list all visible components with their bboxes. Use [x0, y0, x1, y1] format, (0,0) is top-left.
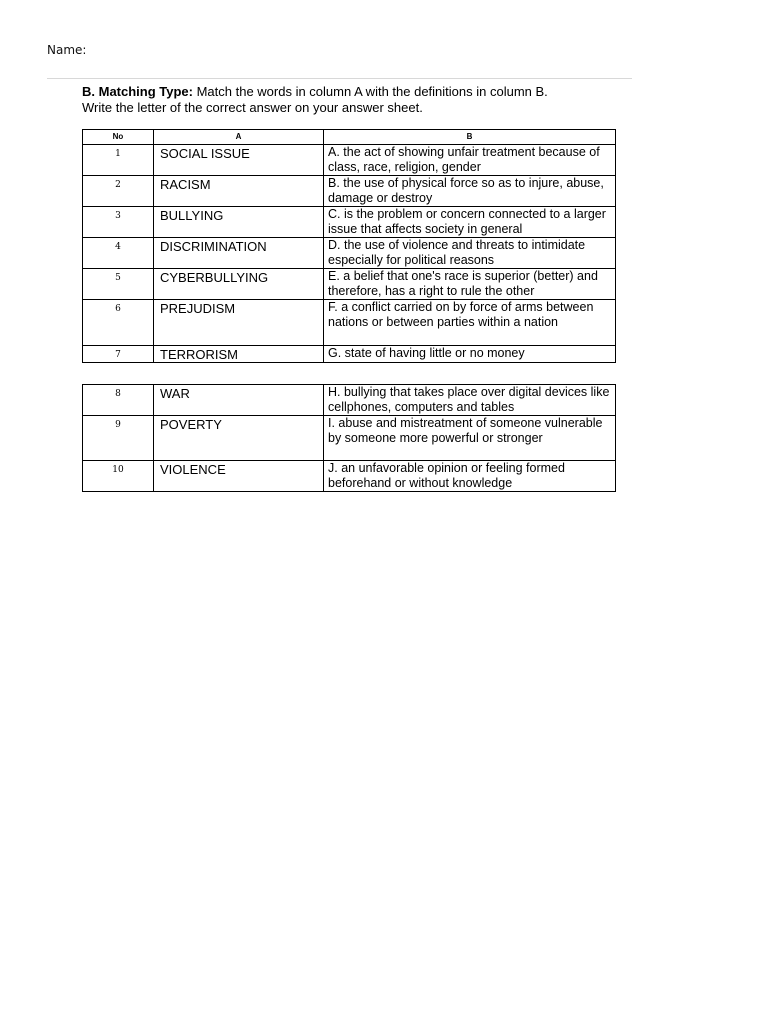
name-label: Name: — [47, 43, 87, 57]
term-cell: DISCRIMINATION — [154, 238, 324, 269]
matching-table-2 — [82, 384, 616, 492]
item-number: 9 — [83, 416, 154, 461]
item-number: 7 — [83, 346, 154, 363]
table-row — [83, 461, 616, 492]
term-cell: WAR — [154, 385, 324, 416]
section-label: B. Matching Type: — [82, 84, 193, 99]
table-row — [83, 176, 616, 207]
item-number: 6 — [83, 300, 154, 346]
column-header-b: B — [324, 130, 616, 145]
table-row — [83, 145, 616, 176]
column-header-a: A — [154, 130, 324, 145]
term-cell: VIOLENCE — [154, 461, 324, 492]
definition-cell: H. bullying that takes place over digital devices like cellphones, computers and tables — [324, 385, 616, 416]
item-number: 5 — [83, 269, 154, 300]
instructions — [82, 84, 622, 116]
header-divider — [47, 78, 632, 79]
table-row — [83, 346, 616, 363]
instructions-line1: Match the words in column A with the definitions in column B. — [192, 84, 548, 99]
item-number: 8 — [83, 385, 154, 416]
definition-cell: A. the act of showing unfair treatment because of class, race, religion, gender — [324, 145, 616, 176]
item-number: 4 — [83, 238, 154, 269]
term-cell: PREJUDISM — [154, 300, 324, 346]
table-row — [83, 238, 616, 269]
item-number: 10 — [83, 461, 154, 492]
table-header-row — [83, 130, 616, 145]
term-cell: BULLYING — [154, 207, 324, 238]
term-cell: RACISM — [154, 176, 324, 207]
item-number: 2 — [83, 176, 154, 207]
definition-cell: F. a conflict carried on by force of arms between nations or between parties within a nation — [324, 300, 616, 346]
column-header-no: No — [83, 130, 154, 145]
definition-cell: E. a belief that one's race is superior (better) and therefore, has a right to rule the other — [324, 269, 616, 300]
definition-cell: J. an unfavorable opinion or feeling formed beforehand or without knowledge — [324, 461, 616, 492]
item-number: 3 — [83, 207, 154, 238]
definition-cell: D. the use of violence and threats to intimidate especially for political reasons — [324, 238, 616, 269]
table-row — [83, 416, 616, 461]
item-number: 1 — [83, 145, 154, 176]
definition-cell: I. abuse and mistreatment of someone vulnerable by someone more powerful or stronger — [324, 416, 616, 461]
table-row — [83, 269, 616, 300]
table-row — [83, 385, 616, 416]
term-cell: CYBERBULLYING — [154, 269, 324, 300]
term-cell: TERRORISM — [154, 346, 324, 363]
table-row — [83, 300, 616, 346]
definition-cell: B. the use of physical force so as to injure, abuse, damage or destroy — [324, 176, 616, 207]
term-cell: SOCIAL ISSUE — [154, 145, 324, 176]
term-cell: POVERTY — [154, 416, 324, 461]
definition-cell: G. state of having little or no money — [324, 346, 616, 363]
definition-cell: C. is the problem or concern connected to a larger issue that affects society in general — [324, 207, 616, 238]
table-row — [83, 207, 616, 238]
matching-table-1 — [82, 129, 616, 363]
instructions-line2: Write the letter of the correct answer on your answer sheet. — [82, 100, 423, 115]
